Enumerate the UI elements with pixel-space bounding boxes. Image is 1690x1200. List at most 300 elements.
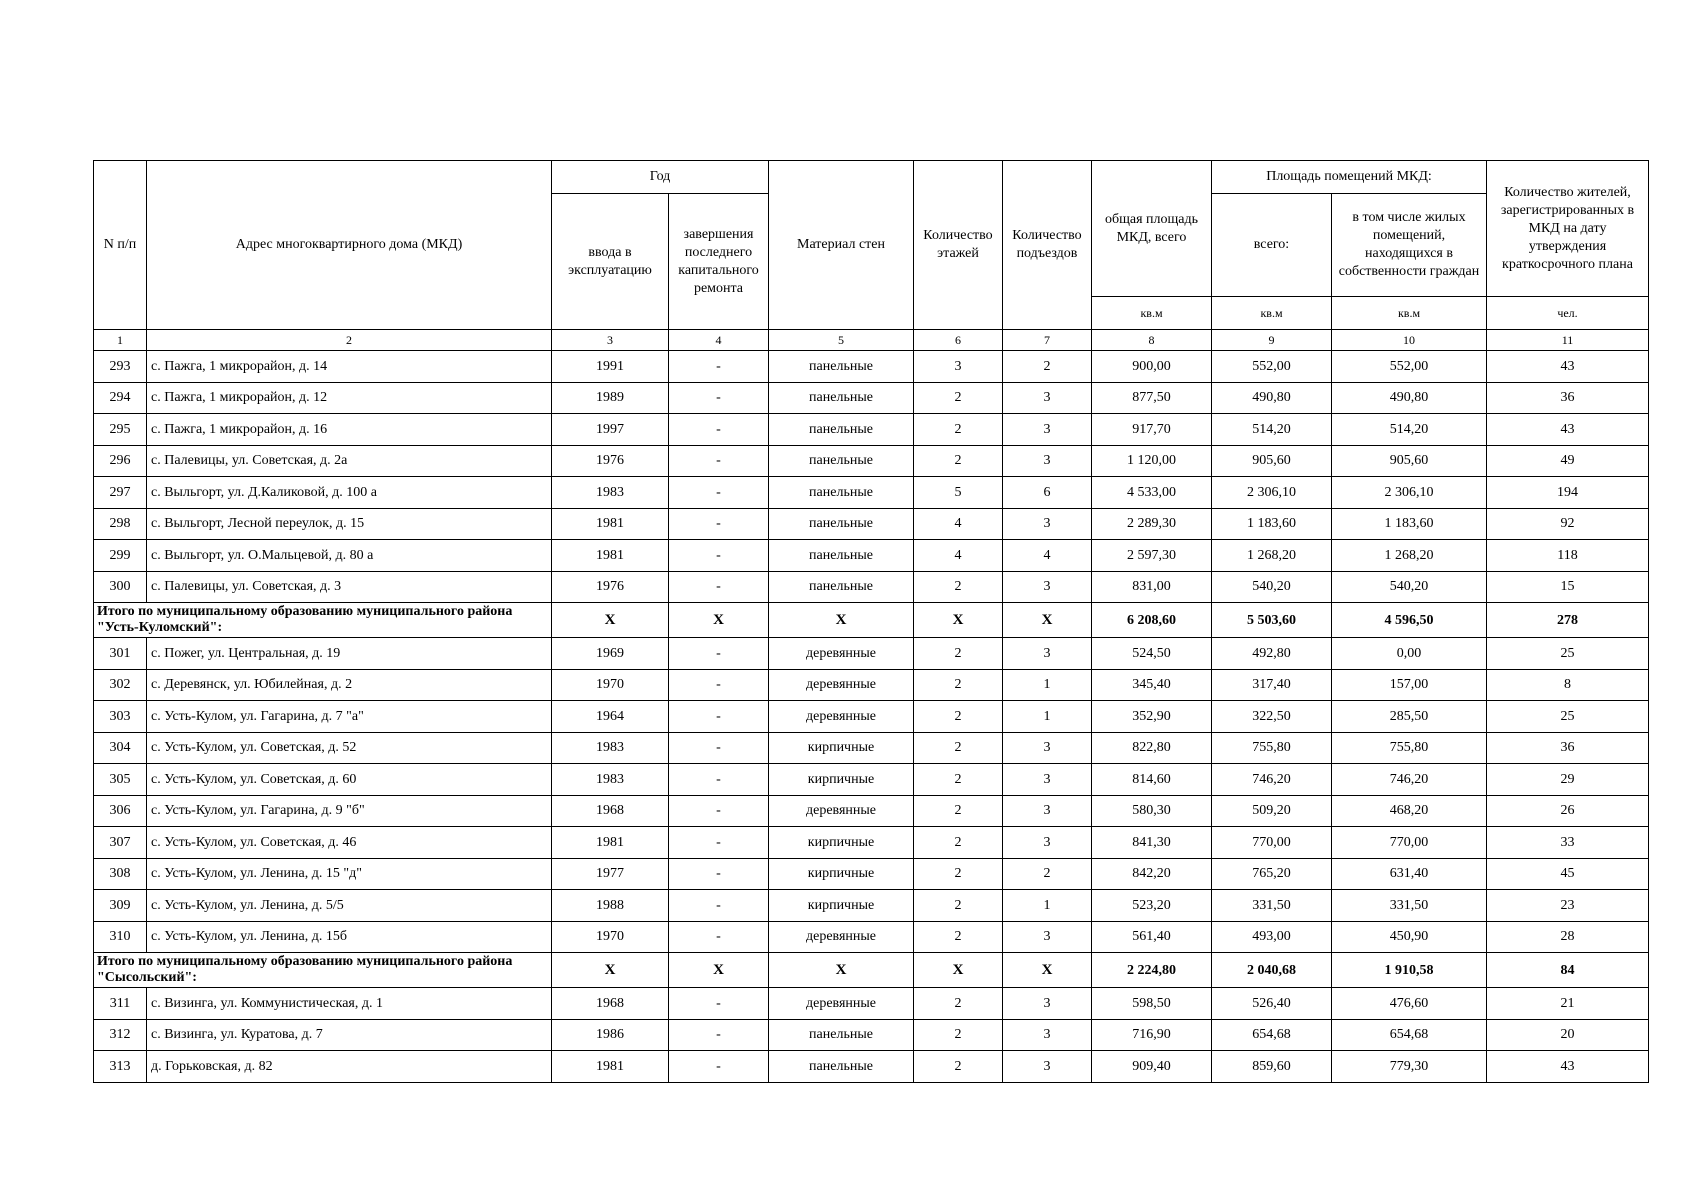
year-commission-cell: 1981	[552, 827, 669, 859]
entrances-cell: 3	[1003, 414, 1092, 446]
total-area-cell: 909,40	[1092, 1051, 1212, 1083]
year-commission-cell: X	[552, 603, 669, 638]
row-number: 306	[94, 795, 147, 827]
floors-cell: 4	[914, 508, 1003, 540]
residents-cell: 25	[1487, 638, 1649, 670]
year-repair-cell: -	[669, 414, 769, 446]
header-wall-material: Материал стен	[769, 161, 914, 330]
address-cell: с. Усть-Кулом, ул. Гагарина, д. 9 "б"	[147, 795, 552, 827]
premises-living-cell: 779,30	[1332, 1051, 1487, 1083]
column-number: 10	[1332, 330, 1487, 351]
premises-living-cell: 468,20	[1332, 795, 1487, 827]
total-area-cell: 4 533,00	[1092, 477, 1212, 509]
year-commission-cell: 1976	[552, 445, 669, 477]
floors-cell: 2	[914, 764, 1003, 796]
year-commission-cell: 1981	[552, 508, 669, 540]
column-number: 1	[94, 330, 147, 351]
wall-material-cell: панельные	[769, 1019, 914, 1051]
premises-total-cell: 317,40	[1212, 669, 1332, 701]
premises-living-cell: 450,90	[1332, 921, 1487, 953]
premises-living-cell: 631,40	[1332, 858, 1487, 890]
floors-cell: 2	[914, 445, 1003, 477]
header-unit-area: кв.м	[1332, 297, 1487, 330]
year-commission-cell: 1981	[552, 1051, 669, 1083]
header-floors: Количество этажей	[914, 161, 1003, 330]
address-cell: с. Усть-Кулом, ул. Ленина, д. 15 "д"	[147, 858, 552, 890]
column-number: 5	[769, 330, 914, 351]
premises-total-cell: 765,20	[1212, 858, 1332, 890]
table-row	[94, 732, 1649, 764]
floors-cell: 2	[914, 732, 1003, 764]
entrances-cell: 4	[1003, 540, 1092, 572]
entrances-cell: 3	[1003, 764, 1092, 796]
wall-material-cell: кирпичные	[769, 858, 914, 890]
year-repair-cell: -	[669, 669, 769, 701]
year-repair-cell: -	[669, 571, 769, 603]
premises-living-cell: 4 596,50	[1332, 603, 1487, 638]
entrances-cell: 3	[1003, 795, 1092, 827]
premises-living-cell: 1 268,20	[1332, 540, 1487, 572]
premises-total-cell: 654,68	[1212, 1019, 1332, 1051]
wall-material-cell: деревянные	[769, 921, 914, 953]
entrances-cell: 3	[1003, 1019, 1092, 1051]
address-cell: с. Палевицы, ул. Советская, д. 3	[147, 571, 552, 603]
premises-total-cell: 755,80	[1212, 732, 1332, 764]
column-number: 11	[1487, 330, 1649, 351]
residents-cell: 84	[1487, 953, 1649, 988]
row-number: 311	[94, 988, 147, 1020]
residents-cell: 118	[1487, 540, 1649, 572]
year-repair-cell: -	[669, 795, 769, 827]
premises-living-cell: 476,60	[1332, 988, 1487, 1020]
total-area-cell: 2 597,30	[1092, 540, 1212, 572]
header-unit-area: кв.м	[1092, 297, 1212, 330]
row-number: 304	[94, 732, 147, 764]
residents-cell: 26	[1487, 795, 1649, 827]
address-cell: с. Пажга, 1 микрорайон, д. 12	[147, 382, 552, 414]
subtotal-row	[94, 953, 1649, 988]
year-commission-cell: X	[552, 953, 669, 988]
row-number: 298	[94, 508, 147, 540]
header-premises-living: в том числе жилых помещений, находящихся в собственности граждан	[1332, 194, 1487, 297]
residents-cell: 43	[1487, 414, 1649, 446]
floors-cell: X	[914, 953, 1003, 988]
total-area-cell: 900,00	[1092, 351, 1212, 383]
row-number: 294	[94, 382, 147, 414]
total-area-cell: 822,80	[1092, 732, 1212, 764]
address-cell: с. Палевицы, ул. Советская, д. 2а	[147, 445, 552, 477]
residents-cell: 28	[1487, 921, 1649, 953]
column-number: 8	[1092, 330, 1212, 351]
year-repair-cell: X	[669, 603, 769, 638]
wall-material-cell: панельные	[769, 508, 914, 540]
entrances-cell: 3	[1003, 732, 1092, 764]
wall-material-cell: панельные	[769, 571, 914, 603]
residents-cell: 20	[1487, 1019, 1649, 1051]
header-unit-people: чел.	[1487, 297, 1649, 330]
row-number: 308	[94, 858, 147, 890]
row-number: 296	[94, 445, 147, 477]
header-premises-area: Площадь помещений МКД:	[1212, 161, 1487, 194]
table-row	[94, 1019, 1649, 1051]
floors-cell: 2	[914, 795, 1003, 827]
premises-total-cell: 490,80	[1212, 382, 1332, 414]
year-repair-cell: -	[669, 508, 769, 540]
mkd-table	[93, 160, 1649, 1083]
floors-cell: 2	[914, 1019, 1003, 1051]
entrances-cell: 3	[1003, 571, 1092, 603]
residents-cell: 278	[1487, 603, 1649, 638]
premises-total-cell: 770,00	[1212, 827, 1332, 859]
row-number: 299	[94, 540, 147, 572]
year-repair-cell: -	[669, 827, 769, 859]
row-number: 297	[94, 477, 147, 509]
entrances-cell: X	[1003, 953, 1092, 988]
entrances-cell: 1	[1003, 890, 1092, 922]
premises-living-cell: 1 183,60	[1332, 508, 1487, 540]
premises-total-cell: 5 503,60	[1212, 603, 1332, 638]
floors-cell: 2	[914, 827, 1003, 859]
table-row	[94, 795, 1649, 827]
address-cell: с. Пажга, 1 микрорайон, д. 16	[147, 414, 552, 446]
wall-material-cell: деревянные	[769, 795, 914, 827]
wall-material-cell: X	[769, 603, 914, 638]
premises-total-cell: 552,00	[1212, 351, 1332, 383]
premises-living-cell: 552,00	[1332, 351, 1487, 383]
table-row	[94, 571, 1649, 603]
address-cell: д. Горьковская, д. 82	[147, 1051, 552, 1083]
floors-cell: 2	[914, 921, 1003, 953]
year-commission-cell: 1977	[552, 858, 669, 890]
total-area-cell: 716,90	[1092, 1019, 1212, 1051]
wall-material-cell: панельные	[769, 414, 914, 446]
year-repair-cell: -	[669, 764, 769, 796]
table-row	[94, 858, 1649, 890]
premises-living-cell: 540,20	[1332, 571, 1487, 603]
address-cell: с. Визинга, ул. Коммунистическая, д. 1	[147, 988, 552, 1020]
entrances-cell: 2	[1003, 858, 1092, 890]
row-number: 310	[94, 921, 147, 953]
table-row	[94, 445, 1649, 477]
row-number: 301	[94, 638, 147, 670]
premises-total-cell: 492,80	[1212, 638, 1332, 670]
premises-living-cell: 331,50	[1332, 890, 1487, 922]
entrances-cell: 3	[1003, 921, 1092, 953]
floors-cell: 5	[914, 477, 1003, 509]
entrances-cell: 3	[1003, 988, 1092, 1020]
column-number-row	[94, 330, 1649, 351]
premises-living-cell: 905,60	[1332, 445, 1487, 477]
wall-material-cell: деревянные	[769, 638, 914, 670]
row-number: 307	[94, 827, 147, 859]
year-commission-cell: 1983	[552, 764, 669, 796]
header-entrances: Количество подъездов	[1003, 161, 1092, 330]
wall-material-cell: деревянные	[769, 988, 914, 1020]
total-area-cell: 841,30	[1092, 827, 1212, 859]
total-area-cell: 1 120,00	[1092, 445, 1212, 477]
table-row	[94, 921, 1649, 953]
table-row	[94, 827, 1649, 859]
residents-cell: 21	[1487, 988, 1649, 1020]
year-commission-cell: 1976	[552, 571, 669, 603]
wall-material-cell: кирпичные	[769, 890, 914, 922]
premises-total-cell: 331,50	[1212, 890, 1332, 922]
premises-total-cell: 859,60	[1212, 1051, 1332, 1083]
wall-material-cell: кирпичные	[769, 764, 914, 796]
entrances-cell: 3	[1003, 508, 1092, 540]
year-repair-cell: -	[669, 701, 769, 733]
total-area-cell: 831,00	[1092, 571, 1212, 603]
premises-total-cell: 493,00	[1212, 921, 1332, 953]
address-cell: с. Усть-Кулом, ул. Ленина, д. 5/5	[147, 890, 552, 922]
column-number: 4	[669, 330, 769, 351]
table-row	[94, 351, 1649, 383]
table-body	[94, 351, 1649, 1083]
header-year: Год	[552, 161, 769, 194]
table-row	[94, 1051, 1649, 1083]
residents-cell: 36	[1487, 382, 1649, 414]
floors-cell: 2	[914, 382, 1003, 414]
floors-cell: 2	[914, 638, 1003, 670]
entrances-cell: 3	[1003, 638, 1092, 670]
wall-material-cell: кирпичные	[769, 827, 914, 859]
total-area-cell: 2 289,30	[1092, 508, 1212, 540]
address-cell: с. Выльгорт, ул. Д.Каликовой, д. 100 а	[147, 477, 552, 509]
year-commission-cell: 1970	[552, 669, 669, 701]
wall-material-cell: панельные	[769, 1051, 914, 1083]
entrances-cell: 3	[1003, 382, 1092, 414]
year-repair-cell: -	[669, 858, 769, 890]
column-number: 9	[1212, 330, 1332, 351]
header-year-commission: ввода в эксплуатацию	[552, 194, 669, 330]
column-number: 7	[1003, 330, 1092, 351]
address-cell: с. Выльгорт, ул. О.Мальцевой, д. 80 а	[147, 540, 552, 572]
premises-living-cell: 0,00	[1332, 638, 1487, 670]
total-area-cell: 877,50	[1092, 382, 1212, 414]
address-cell: с. Деревянск, ул. Юбилейная, д. 2	[147, 669, 552, 701]
header-unit-area: кв.м	[1212, 297, 1332, 330]
floors-cell: 2	[914, 414, 1003, 446]
floors-cell: 2	[914, 571, 1003, 603]
floors-cell: X	[914, 603, 1003, 638]
header-year-repair: завершения последнего капитального ремонта	[669, 194, 769, 330]
premises-total-cell: 526,40	[1212, 988, 1332, 1020]
premises-living-cell: 1 910,58	[1332, 953, 1487, 988]
wall-material-cell: X	[769, 953, 914, 988]
year-repair-cell: -	[669, 382, 769, 414]
premises-living-cell: 157,00	[1332, 669, 1487, 701]
total-area-cell: 523,20	[1092, 890, 1212, 922]
address-cell: с. Усть-Кулом, ул. Советская, д. 46	[147, 827, 552, 859]
wall-material-cell: деревянные	[769, 669, 914, 701]
premises-total-cell: 509,20	[1212, 795, 1332, 827]
premises-total-cell: 905,60	[1212, 445, 1332, 477]
year-commission-cell: 1983	[552, 477, 669, 509]
premises-living-cell: 2 306,10	[1332, 477, 1487, 509]
row-number: 303	[94, 701, 147, 733]
residents-cell: 194	[1487, 477, 1649, 509]
year-repair-cell: -	[669, 351, 769, 383]
floors-cell: 2	[914, 669, 1003, 701]
year-repair-cell: X	[669, 953, 769, 988]
year-repair-cell: -	[669, 988, 769, 1020]
total-area-cell: 561,40	[1092, 921, 1212, 953]
year-commission-cell: 1988	[552, 890, 669, 922]
entrances-cell: 6	[1003, 477, 1092, 509]
year-repair-cell: -	[669, 732, 769, 764]
wall-material-cell: панельные	[769, 445, 914, 477]
total-area-cell: 524,50	[1092, 638, 1212, 670]
table-row	[94, 508, 1649, 540]
column-number: 3	[552, 330, 669, 351]
table-row	[94, 890, 1649, 922]
entrances-cell: 2	[1003, 351, 1092, 383]
total-area-cell: 598,50	[1092, 988, 1212, 1020]
wall-material-cell: панельные	[769, 382, 914, 414]
year-repair-cell: -	[669, 477, 769, 509]
entrances-cell: 3	[1003, 445, 1092, 477]
table-row	[94, 988, 1649, 1020]
row-number: 293	[94, 351, 147, 383]
subtotal-row	[94, 603, 1649, 638]
subtotal-label: Итого по муниципальному образованию муниципального района "Усть-Куломский":	[94, 603, 552, 638]
residents-cell: 23	[1487, 890, 1649, 922]
year-commission-cell: 1986	[552, 1019, 669, 1051]
floors-cell: 2	[914, 890, 1003, 922]
year-repair-cell: -	[669, 540, 769, 572]
header-total-area: общая площадь МКД, всего	[1092, 161, 1212, 297]
year-repair-cell: -	[669, 921, 769, 953]
row-number: 305	[94, 764, 147, 796]
year-commission-cell: 1991	[552, 351, 669, 383]
year-commission-cell: 1968	[552, 988, 669, 1020]
row-number: 309	[94, 890, 147, 922]
address-cell: с. Усть-Кулом, ул. Гагарина, д. 7 "а"	[147, 701, 552, 733]
residents-cell: 36	[1487, 732, 1649, 764]
premises-total-cell: 322,50	[1212, 701, 1332, 733]
wall-material-cell: деревянные	[769, 701, 914, 733]
year-commission-cell: 1997	[552, 414, 669, 446]
row-number: 295	[94, 414, 147, 446]
wall-material-cell: панельные	[769, 540, 914, 572]
table-row	[94, 638, 1649, 670]
year-commission-cell: 1989	[552, 382, 669, 414]
premises-total-cell: 1 268,20	[1212, 540, 1332, 572]
premises-total-cell: 2 306,10	[1212, 477, 1332, 509]
floors-cell: 2	[914, 701, 1003, 733]
table-row	[94, 764, 1649, 796]
year-repair-cell: -	[669, 638, 769, 670]
address-cell: с. Усть-Кулом, ул. Ленина, д. 15б	[147, 921, 552, 953]
total-area-cell: 352,90	[1092, 701, 1212, 733]
premises-total-cell: 2 040,68	[1212, 953, 1332, 988]
column-number: 2	[147, 330, 552, 351]
floors-cell: 2	[914, 988, 1003, 1020]
table-header	[94, 161, 1649, 351]
year-commission-cell: 1968	[552, 795, 669, 827]
year-repair-cell: -	[669, 1019, 769, 1051]
year-commission-cell: 1970	[552, 921, 669, 953]
total-area-cell: 917,70	[1092, 414, 1212, 446]
premises-living-cell: 746,20	[1332, 764, 1487, 796]
total-area-cell: 580,30	[1092, 795, 1212, 827]
wall-material-cell: панельные	[769, 351, 914, 383]
address-cell: с. Пожег, ул. Центральная, д. 19	[147, 638, 552, 670]
address-cell: с. Усть-Кулом, ул. Советская, д. 52	[147, 732, 552, 764]
entrances-cell: X	[1003, 603, 1092, 638]
premises-total-cell: 746,20	[1212, 764, 1332, 796]
address-cell: с. Усть-Кулом, ул. Советская, д. 60	[147, 764, 552, 796]
address-cell: с. Пажга, 1 микрорайон, д. 14	[147, 351, 552, 383]
floors-cell: 2	[914, 858, 1003, 890]
row-number: 302	[94, 669, 147, 701]
premises-living-cell: 285,50	[1332, 701, 1487, 733]
residents-cell: 43	[1487, 1051, 1649, 1083]
table-row	[94, 701, 1649, 733]
residents-cell: 49	[1487, 445, 1649, 477]
table-row	[94, 669, 1649, 701]
total-area-cell: 814,60	[1092, 764, 1212, 796]
premises-living-cell: 755,80	[1332, 732, 1487, 764]
row-number: 300	[94, 571, 147, 603]
header-premises-total: всего:	[1212, 194, 1332, 297]
residents-cell: 8	[1487, 669, 1649, 701]
residents-cell: 45	[1487, 858, 1649, 890]
year-commission-cell: 1964	[552, 701, 669, 733]
wall-material-cell: панельные	[769, 477, 914, 509]
subtotal-label: Итого по муниципальному образованию муниципального района "Сысольский":	[94, 953, 552, 988]
wall-material-cell: кирпичные	[769, 732, 914, 764]
premises-living-cell: 490,80	[1332, 382, 1487, 414]
total-area-cell: 345,40	[1092, 669, 1212, 701]
table-row	[94, 382, 1649, 414]
residents-cell: 15	[1487, 571, 1649, 603]
premises-living-cell: 654,68	[1332, 1019, 1487, 1051]
table-row	[94, 540, 1649, 572]
premises-total-cell: 514,20	[1212, 414, 1332, 446]
premises-living-cell: 514,20	[1332, 414, 1487, 446]
column-number: 6	[914, 330, 1003, 351]
year-repair-cell: -	[669, 1051, 769, 1083]
year-commission-cell: 1983	[552, 732, 669, 764]
row-number: 312	[94, 1019, 147, 1051]
row-number: 313	[94, 1051, 147, 1083]
header-npp: N п/п	[94, 161, 147, 330]
year-repair-cell: -	[669, 890, 769, 922]
residents-cell: 92	[1487, 508, 1649, 540]
premises-total-cell: 540,20	[1212, 571, 1332, 603]
residents-cell: 33	[1487, 827, 1649, 859]
address-cell: с. Визинга, ул. Куратова, д. 7	[147, 1019, 552, 1051]
entrances-cell: 1	[1003, 701, 1092, 733]
floors-cell: 2	[914, 1051, 1003, 1083]
total-area-cell: 2 224,80	[1092, 953, 1212, 988]
total-area-cell: 6 208,60	[1092, 603, 1212, 638]
residents-cell: 25	[1487, 701, 1649, 733]
year-commission-cell: 1981	[552, 540, 669, 572]
residents-cell: 29	[1487, 764, 1649, 796]
header-address: Адрес многоквартирного дома (МКД)	[147, 161, 552, 330]
premises-total-cell: 1 183,60	[1212, 508, 1332, 540]
floors-cell: 3	[914, 351, 1003, 383]
total-area-cell: 842,20	[1092, 858, 1212, 890]
premises-living-cell: 770,00	[1332, 827, 1487, 859]
floors-cell: 4	[914, 540, 1003, 572]
entrances-cell: 1	[1003, 669, 1092, 701]
address-cell: с. Выльгорт, Лесной переулок, д. 15	[147, 508, 552, 540]
year-commission-cell: 1969	[552, 638, 669, 670]
table-row	[94, 477, 1649, 509]
